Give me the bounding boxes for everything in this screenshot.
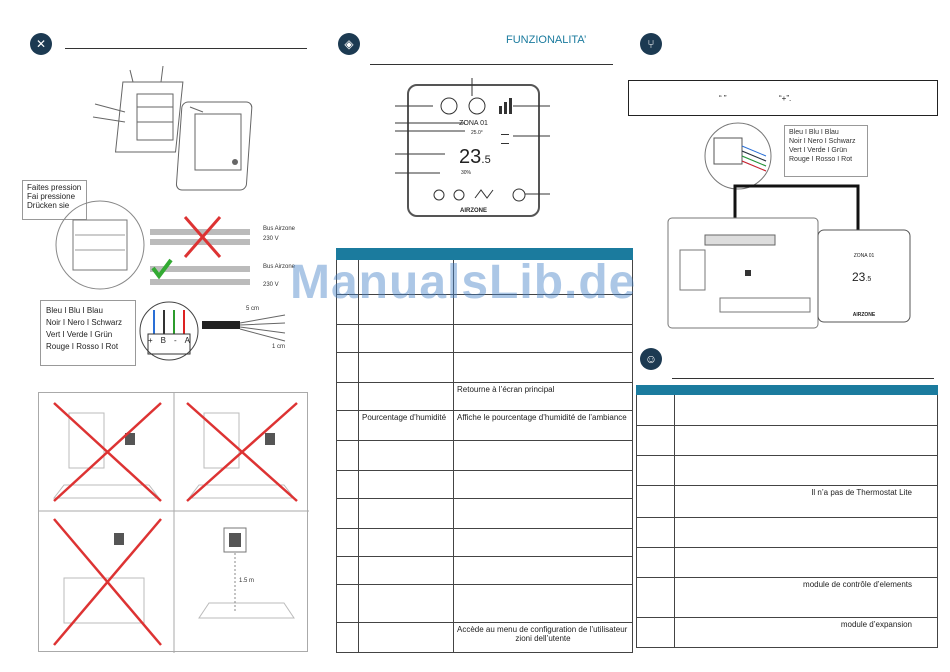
- table-row: [337, 528, 633, 556]
- table-row: [337, 584, 633, 622]
- notice-box: “ ” “+”.: [628, 80, 938, 116]
- table-header-right: [636, 385, 938, 395]
- table-row: [337, 498, 633, 528]
- function-name: [359, 622, 454, 652]
- table-row: [337, 440, 633, 470]
- wire-230-label: 230 V: [263, 236, 279, 242]
- press-it: Fai pressione: [27, 192, 76, 201]
- function-name: [359, 324, 454, 352]
- height-label: 1.5 m: [239, 578, 255, 584]
- function-desc: [454, 498, 633, 528]
- cm1-label: 1 cm: [272, 344, 286, 350]
- function-name: [359, 440, 454, 470]
- option-desc: [675, 455, 938, 485]
- icon-cell: [337, 324, 359, 352]
- function-name: [359, 528, 454, 556]
- table-row: [637, 455, 938, 485]
- wire-230b-label: 230 V: [263, 282, 279, 288]
- table-row: [337, 556, 633, 584]
- option-desc: Il n’a pas de Thermostat Lite: [675, 485, 938, 517]
- table-row: [637, 517, 938, 547]
- icon-cell: [637, 547, 675, 577]
- function-desc: Retourne à l’écran principal: [454, 382, 633, 410]
- legend-green: Vert I Verde I Grün: [46, 330, 113, 339]
- table-row: [637, 577, 938, 617]
- function-desc: [454, 440, 633, 470]
- function-desc: [454, 324, 633, 352]
- setpoint: 25.0°: [471, 130, 483, 136]
- divider: [370, 64, 613, 65]
- user-icon: ☺: [640, 348, 662, 370]
- function-name: [359, 470, 454, 498]
- table-row: [337, 352, 633, 382]
- function-name: [359, 382, 454, 410]
- backplate-zoom: [45, 195, 155, 295]
- icon-cell: [337, 622, 359, 652]
- cm5-label: 5 cm: [246, 306, 260, 312]
- icon-cell: [637, 395, 675, 425]
- brand-logo: AIRZONE: [460, 208, 487, 214]
- icon-cell: [637, 617, 675, 647]
- function-desc: [454, 470, 633, 498]
- function-desc: [454, 352, 633, 382]
- tools-icon: ✕: [30, 33, 52, 55]
- wire-bus2-label: Bus Airzone: [263, 264, 296, 270]
- function-name: [359, 498, 454, 528]
- option-desc: module de contrôle d’elements: [675, 577, 938, 617]
- table-row: [337, 470, 633, 498]
- section-title: FUNZIONALITA’: [506, 34, 587, 46]
- cable-panel: [145, 212, 305, 300]
- function-desc-extra: zioni dell’utente: [515, 633, 571, 643]
- function-desc: [454, 556, 633, 584]
- option-desc: [675, 547, 938, 577]
- wire-legend-2: Bleu I Blu I Blau Noir I Nero I Schwarz Vert I Verde I Grün Rouge I Rosso I Rot: [784, 125, 868, 177]
- function-name: Pourcentage d’humidité: [359, 410, 454, 440]
- legend-blue: Bleu I Blu I Blau: [46, 306, 103, 315]
- function-desc: Accède au menu de configuration de l’utilisateur zioni dell’utente: [454, 622, 633, 652]
- function-desc: [454, 584, 633, 622]
- icon-cell: [337, 440, 359, 470]
- wiring-icon: ⑂: [640, 33, 662, 55]
- icon-cell: [637, 425, 675, 455]
- icon-cell: [337, 352, 359, 382]
- callout-lines: [395, 78, 555, 228]
- table-row: [637, 425, 938, 455]
- icon-cell: [637, 455, 675, 485]
- function-desc: Affiche le pourcentage d’humidité de l’ambiance: [454, 410, 633, 440]
- legend-black: Noir I Nero I Schwarz: [46, 318, 123, 327]
- press-fr: Faites pression: [27, 183, 82, 192]
- icon-cell: [637, 485, 675, 517]
- table-row: [337, 324, 633, 352]
- option-desc: [675, 425, 938, 455]
- table-row: [637, 547, 938, 577]
- icon-cell: [337, 498, 359, 528]
- function-name: [359, 584, 454, 622]
- functions-table: [336, 260, 633, 653]
- icon-cell: [637, 517, 675, 547]
- wire-bus-label: Bus Airzone: [263, 226, 296, 232]
- legend-red: Rouge I Rosso I Rot: [46, 342, 119, 351]
- table-row: [337, 410, 633, 440]
- table-row: [637, 617, 938, 647]
- watermark: ManualsLib.de: [290, 256, 637, 309]
- terminal-zoom: [138, 300, 200, 362]
- table-row: [637, 485, 938, 517]
- layers-icon: ◈: [338, 33, 360, 55]
- table-row: [637, 395, 938, 425]
- divider: [672, 378, 934, 379]
- mini-temp: 23.5: [852, 270, 872, 284]
- placement-grid: [38, 392, 308, 652]
- zone-name: ZONA 01: [459, 120, 488, 127]
- option-desc: [675, 395, 938, 425]
- icon-cell: [337, 528, 359, 556]
- press-de: Drücken sie: [27, 201, 70, 210]
- icon-cell: [337, 410, 359, 440]
- mini-thermostat: ZONA 01 23.5 AIRZONE: [852, 253, 876, 318]
- terminal-labels: + B - A: [148, 336, 190, 345]
- icon-cell: [337, 470, 359, 498]
- function-name: [359, 556, 454, 584]
- option-desc: module d’expansion: [675, 617, 938, 647]
- icon-cell: [637, 577, 675, 617]
- humidity: 30%: [461, 170, 472, 176]
- temperature: 23.5: [459, 146, 491, 168]
- icon-cell: [337, 382, 359, 410]
- wire-legend: [40, 300, 136, 366]
- divider: [65, 48, 307, 49]
- user-table: [636, 395, 938, 648]
- table-row: [337, 382, 633, 410]
- option-desc: [675, 517, 938, 547]
- function-name: [359, 352, 454, 382]
- table-row: [337, 622, 633, 652]
- icon-cell: [337, 556, 359, 584]
- function-desc: [454, 528, 633, 556]
- install-drawing: [85, 62, 275, 202]
- icon-cell: [337, 584, 359, 622]
